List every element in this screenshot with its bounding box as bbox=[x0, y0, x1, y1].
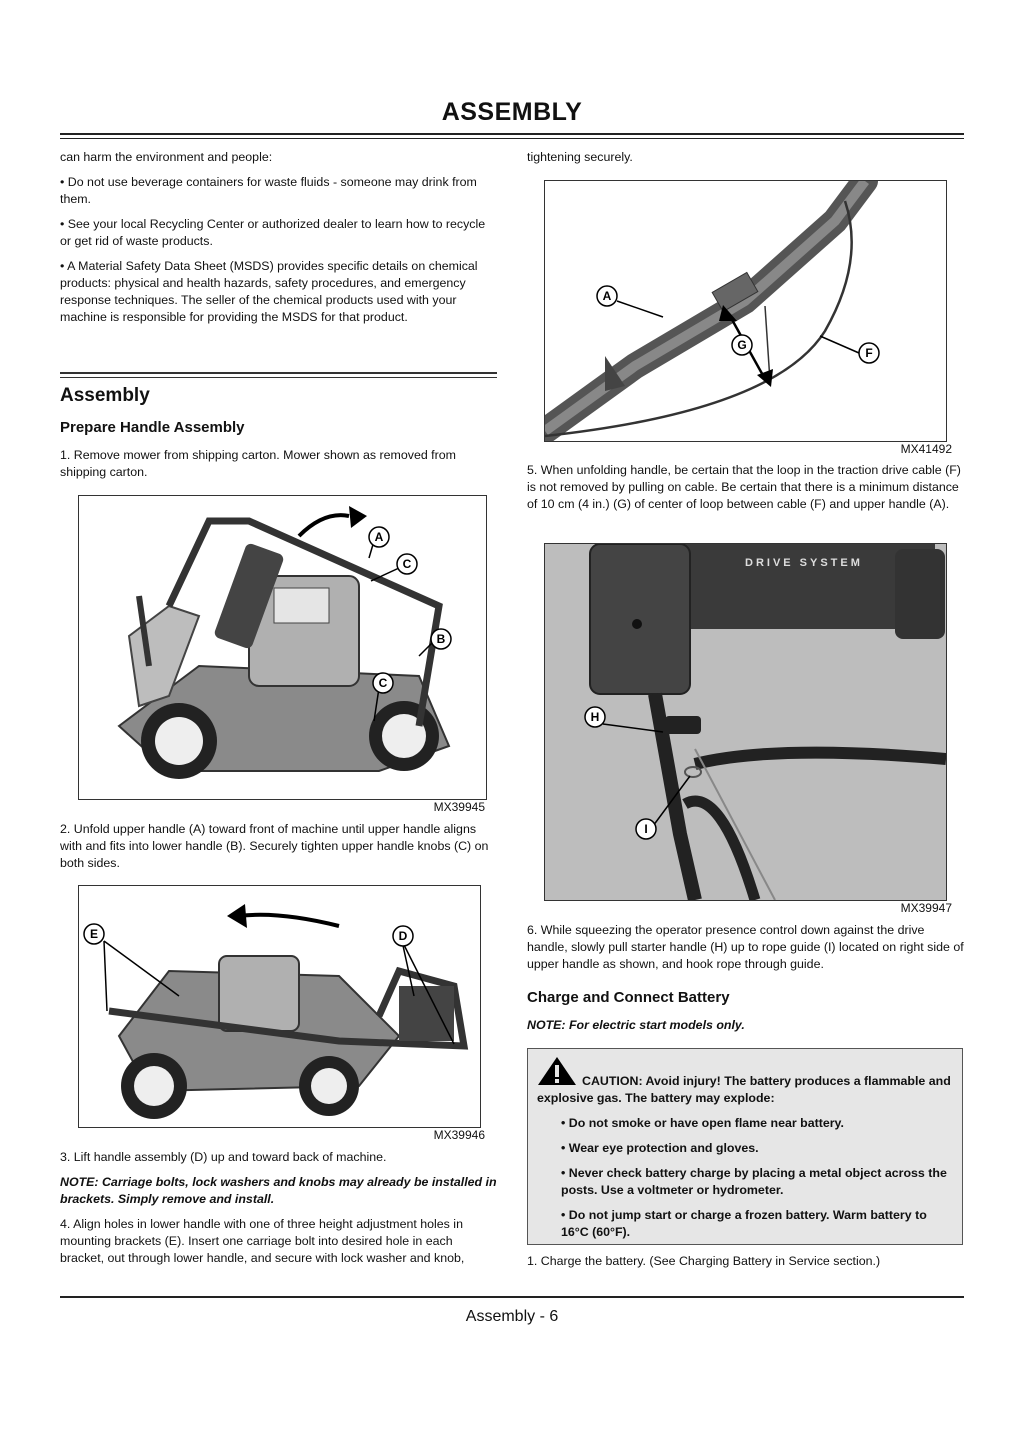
figure-3-caption: MX41492 bbox=[900, 442, 952, 456]
caution-box bbox=[527, 1048, 963, 1245]
section-rule-thin bbox=[60, 377, 497, 378]
mower-illustration-2 bbox=[79, 886, 480, 1127]
bullet-beverage: • Do not use beverage containers for waste fluids - someone may drink from them. bbox=[60, 175, 477, 206]
callout-f: F bbox=[865, 346, 873, 360]
panel-label: DRIVE SYSTEM bbox=[745, 557, 863, 569]
caution-item-metal-object: • Never check battery charge by placing a metal object across the posts. Use a voltmeter or hydrometer. bbox=[561, 1166, 947, 1197]
callout-a-handle: A bbox=[602, 289, 612, 303]
mower-illustration-1 bbox=[79, 496, 486, 799]
callout-a: A bbox=[374, 530, 384, 544]
header-rule-thin bbox=[60, 138, 964, 139]
figure-mower-unfolding bbox=[78, 495, 487, 800]
callout-b: B bbox=[436, 632, 446, 646]
page-title: ASSEMBLY bbox=[441, 98, 583, 126]
callout-e: E bbox=[89, 927, 99, 941]
caution-item-frozen-battery: • Do not jump start or charge a frozen battery. Warm battery to 16°C (60°F). bbox=[561, 1208, 927, 1239]
caution-item-smoke: • Do not smoke or have open flame near battery. bbox=[561, 1116, 844, 1130]
subsection-title-handle: Prepare Handle Assembly bbox=[60, 419, 245, 436]
callout-i: I bbox=[644, 822, 648, 836]
subsection-title-battery: Charge and Connect Battery bbox=[527, 989, 730, 1006]
figure-starter-rope bbox=[544, 543, 947, 901]
continuation-text: tightening securely. bbox=[527, 150, 633, 164]
callout-c-bottom: C bbox=[378, 676, 388, 690]
callout-g: G bbox=[737, 338, 747, 352]
step-5-text: 5. When unfolding handle, be certain that the loop in the traction drive cable (F) is not removed by pulling on cable. Be certain that there is a minimum distance of 10 cm (4 in.) (G) of center of loop between cable (F) and upper handle (A). bbox=[527, 463, 961, 511]
caution-lead: CAUTION: Avoid injury! The battery produces a flammable and explosive gas. The battery may explode: bbox=[537, 1074, 951, 1105]
bullet-msds: • A Material Safety Data Sheet (MSDS) provides specific details on chemical products: physical and health hazards, safety procedures, and emergency response techniques. The seller of the chemical products used with your machine is responsible for providing the MSDS for that product. bbox=[60, 259, 478, 324]
note-electric-start: NOTE: For electric start models only. bbox=[527, 1018, 745, 1032]
figure-2-caption: MX39946 bbox=[433, 1128, 485, 1142]
charge-step-text: 1. Charge the battery. (See Charging Battery in Service section.) bbox=[527, 1254, 881, 1268]
step-6-text: 6. While squeezing the operator presence control down against the drive handle, slowly pull starter handle (H) up to rope guide (I) located on right side of upper handle as shown, and hook rope through guide. bbox=[527, 923, 964, 971]
figure-1-caption: MX39945 bbox=[433, 800, 485, 814]
starter-rope-illustration bbox=[545, 544, 946, 900]
section-title: Assembly bbox=[60, 385, 150, 406]
figure-traction-cable bbox=[544, 180, 947, 442]
section-rule bbox=[60, 372, 497, 374]
step-4-text: 4. Align holes in lower handle with one of three height adjustment holes in mounting brackets (E). Insert one carriage bolt into desired hole in each bracket, out through lower handle, and secure with lock washer and knob, bbox=[60, 1217, 465, 1265]
footer-rule bbox=[60, 1296, 964, 1298]
callout-d: D bbox=[398, 929, 408, 943]
step-2-text: 2. Unfold upper handle (A) toward front of machine until upper handle aligns with and fits into lower handle (B). Securely tighten upper handle knobs (C) on both sides. bbox=[60, 822, 489, 870]
bullet-recycling: • See your local Recycling Center or authorized dealer to learn how to recycle or get rid of waste products. bbox=[60, 217, 486, 248]
handle-cable-illustration bbox=[545, 181, 946, 441]
step-3-text: 3. Lift handle assembly (D) up and toward back of machine. bbox=[60, 1150, 387, 1164]
intro-text: can harm the environment and people: bbox=[60, 150, 273, 164]
figure-4-caption: MX39947 bbox=[900, 901, 952, 915]
note-carriage-bolts: NOTE: Carriage bolts, lock washers and knobs may already be installed in brackets. Simply remove and install. bbox=[60, 1175, 497, 1206]
figure-handle-lift bbox=[78, 885, 481, 1128]
step-1-text: 1. Remove mower from shipping carton. Mower shown as removed from shipping carton. bbox=[60, 448, 456, 479]
header-rule bbox=[60, 133, 964, 135]
callout-c-top: C bbox=[402, 557, 412, 571]
caution-item-eye-protection: • Wear eye protection and gloves. bbox=[561, 1141, 759, 1155]
callout-h: H bbox=[590, 710, 600, 724]
page-number: Assembly - 6 bbox=[465, 1308, 559, 1325]
